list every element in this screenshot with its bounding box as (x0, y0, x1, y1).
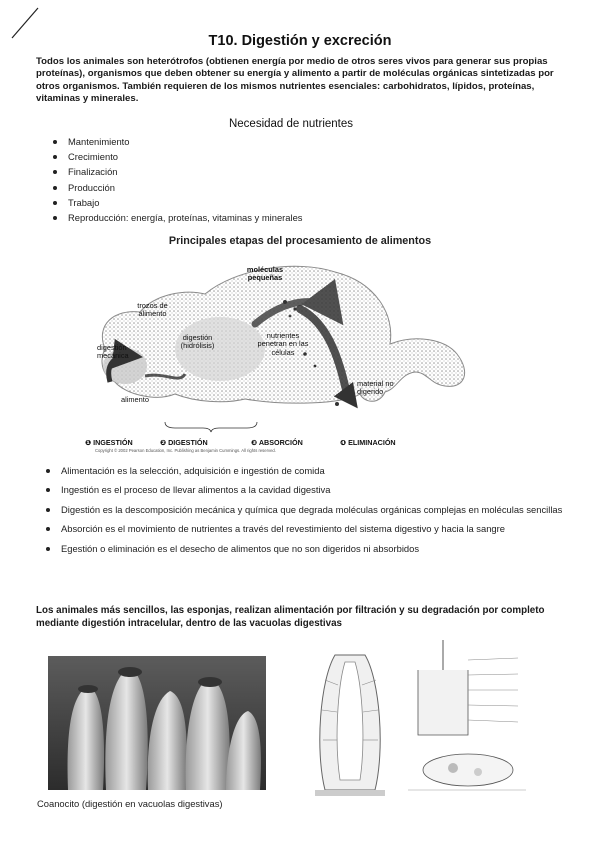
list-item: Alimentación es la selección, adquisición e ingestión de comida (44, 465, 564, 477)
list-item: Reproducción: energía, proteínas, vitaminas y minerales (52, 210, 303, 225)
list-item: Mantenimiento (52, 134, 303, 149)
stage-ingestion: ❶ INGESTIÓN (85, 438, 133, 447)
mechanical-digestion-label: digestión mecánica (97, 343, 129, 361)
list-item: Egestión o eliminación es el desecho de alimentos que no son digeridos ni absorbidos (44, 543, 564, 555)
food-label: alimento (121, 395, 149, 404)
page-title: T10. Digestión y excreción (208, 33, 392, 49)
list-item: Ingestión es el proceso de llevar alimentos a la cavidad digestiva (44, 484, 564, 496)
sponge-photo (48, 656, 266, 790)
intro-paragraph: Todos los animales son heterótrofos (obtienen energía por medio de otros seres vivos para generar sus propias proteínas), organismos que deben obtener su energía y alimento a partir de moléculas orgánicas sintetizadas por otros organismos. También requieren de los mismos nutrientes esenciales: carbohidratos, lípidos, proteínas, vitaminas y minerales. (36, 56, 554, 105)
nutrients-label: nutrientes penetran en las células (257, 331, 309, 357)
definitions-list (44, 465, 564, 562)
stage-elimination: ❹ ELIMINACIÓN (340, 438, 396, 447)
gear-icon: ❹ (340, 438, 347, 447)
list-item: Producción (52, 180, 303, 195)
sponge-anatomy-drawing (300, 640, 400, 800)
needs-list (52, 134, 303, 225)
gear-icon: ❶ (85, 438, 92, 447)
list-item: Trabajo (52, 195, 303, 210)
gear-icon: ❷ (160, 438, 167, 447)
food-pieces-label: trozos de alimento (137, 301, 168, 319)
nutrients-subtitle: Necesidad de nutrientes (228, 118, 354, 130)
list-item: Digestión es la descomposición mecánica y química que degrada moléculas orgánicas complejas en moléculas sencillas (44, 504, 564, 516)
chemical-digestion-label: digestión (hidrólisis) (180, 333, 215, 351)
list-item: Finalización (52, 164, 303, 179)
undigested-label: material no digerido (357, 379, 394, 397)
stage-digestion: ❷ DIGESTIÓN (160, 438, 208, 447)
choanocyte-drawing (408, 640, 526, 800)
digestion-diagram (85, 254, 495, 454)
gear-icon: ❸ (251, 438, 258, 447)
photo-caption: Coanocito (digestión en vacuolas digestivas) (37, 798, 223, 809)
sponges-paragraph: Los animales más sencillos, las esponjas, realizan alimentación por filtración y su degradación por completo mediante digestión intracelular, dentro de las vacuolas digestivas (36, 605, 545, 629)
stages-title: Principales etapas del procesamiento de alimentos (168, 235, 432, 247)
list-item: Crecimiento (52, 149, 303, 164)
list-item: Absorción es el movimiento de nutrientes a través del revestimiento del sistema digestivo y hacia la sangre (44, 523, 564, 535)
diagram-copyright: Copyright © 2002 Pearson Education, Inc. Publishing as Benjamin Cummings. All rights reserved. (95, 448, 276, 453)
small-molecules-label: moléculas pequeñas (246, 265, 284, 283)
stage-absorption: ❸ ABSORCIÓN (251, 438, 303, 447)
